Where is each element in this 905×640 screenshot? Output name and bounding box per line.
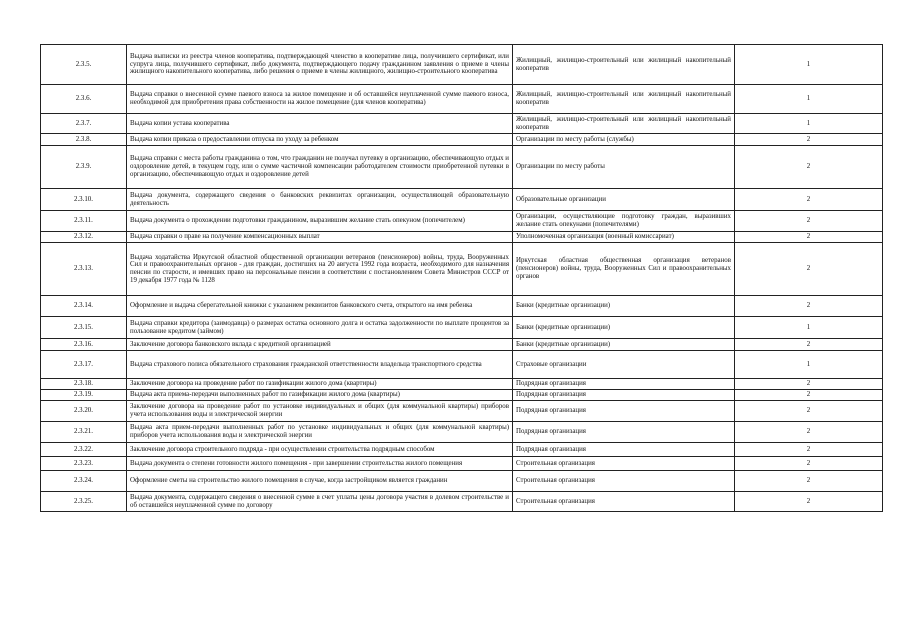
issuing-organization: Банки (кредитные организации)	[513, 317, 735, 339]
services-table	[40, 44, 883, 512]
category-value: 1	[735, 85, 883, 114]
table-row	[41, 471, 883, 492]
row-number: 2.3.16.	[41, 339, 127, 351]
issuing-organization: Организации, осуществляющие подготовку граждан, выразивших желание стать опекунами (попечителями)	[513, 211, 735, 232]
table-row	[41, 401, 883, 422]
table-row	[41, 422, 883, 443]
row-number: 2.3.23.	[41, 457, 127, 471]
service-description: Оформление сметы на строительство жилого помещения в случае, когда застройщиком является гражданин	[127, 471, 513, 492]
table-row	[41, 492, 883, 512]
issuing-organization: Банки (кредитные организации)	[513, 339, 735, 351]
document-page	[40, 44, 882, 512]
service-description: Выдача ходатайства Иркутской областной общественной организации ветеранов (пенсионеров) войны, труда, Вооруженных Сил и правоохранительных органов - для граждан, достигших на 20 августа 1992 года возраста, необходимого для назначения пенсии по старости, и имевших право на персональные пенсии в соответствии с постановлением Совета Министров СССР от 19 декабря 1977 года № 1128	[127, 243, 513, 296]
service-description: Выдача справки кредитора (заимодавца) о размерах остатка основного долга и остатка задолженности по выплате процентов за пользование кредитом (займом)	[127, 317, 513, 339]
issuing-organization: Жилищный, жилищно-строительный или жилищный накопительный кооператив	[513, 114, 735, 134]
issuing-organization: Жилищный, жилищно-строительный или жилищный накопительный кооператив	[513, 45, 735, 85]
category-value: 1	[735, 351, 883, 379]
service-description: Заключение договора на проведение работ по газификации жилого дома (квартиры)	[127, 379, 513, 390]
service-description: Выдача справки о внесенной сумме паевого взноса за жилое помещение и об оставшейся неуплаченной сумме паевого взноса, необходимой для приобретения права собственности на жилое помещение (для членов кооператива)	[127, 85, 513, 114]
service-description: Выдача акта приема-передачи выполненных работ по газификации жилого дома (квартиры)	[127, 390, 513, 401]
table-row	[41, 232, 883, 243]
row-number: 2.3.20.	[41, 401, 127, 422]
table-row	[41, 114, 883, 134]
row-number: 2.3.21.	[41, 422, 127, 443]
row-number: 2.3.8.	[41, 134, 127, 146]
table-row	[41, 317, 883, 339]
issuing-organization: Строительная организация	[513, 457, 735, 471]
category-value: 2	[735, 379, 883, 390]
service-description: Выдача справки о праве на получение компенсационных выплат	[127, 232, 513, 243]
service-description: Выдача выписки из реестра членов кооператива, подтверждающей членство в кооперативе лица, получившего сертификат, или супруга лица, получившего сертификат, либо документа, подтверждающего подачу гражданином заявления о приеме в члены жилищного накопительного кооператива, либо решения о приеме в члены жилищного, жилищно-строительного кооператива	[127, 45, 513, 85]
category-value: 2	[735, 146, 883, 189]
issuing-organization: Банки (кредитные организации)	[513, 296, 735, 317]
category-value: 2	[735, 492, 883, 512]
service-description: Выдача документа, содержащего сведения о внесенной сумме в счет уплаты цены договора участия в долевом строительстве и об оставшейся неуплаченной сумме по договору	[127, 492, 513, 512]
table-row	[41, 351, 883, 379]
category-value: 2	[735, 134, 883, 146]
issuing-organization: Жилищный, жилищно-строительный или жилищный накопительный кооператив	[513, 85, 735, 114]
row-number: 2.3.9.	[41, 146, 127, 189]
row-number: 2.3.7.	[41, 114, 127, 134]
row-number: 2.3.17.	[41, 351, 127, 379]
category-value: 1	[735, 114, 883, 134]
service-description: Выдача документа, содержащего сведения о банковских реквизитах организации, осуществляющей образовательную деятельность	[127, 189, 513, 211]
table-row	[41, 189, 883, 211]
service-description: Выдача справки с места работы гражданина о том, что гражданин не получал путевку в организацию, обеспечивающую отдых и оздоровление детей, в текущем году, или о сумме частичной компенсации работодателем стоимости приобретенной путевки в организацию, обеспечивающую отдых и оздоровление детей	[127, 146, 513, 189]
row-number: 2.3.12.	[41, 232, 127, 243]
issuing-organization: Образовательные организации	[513, 189, 735, 211]
row-number: 2.3.13.	[41, 243, 127, 296]
service-description: Выдача копии устава кооператива	[127, 114, 513, 134]
table-row	[41, 443, 883, 457]
row-number: 2.3.19.	[41, 390, 127, 401]
category-value: 2	[735, 443, 883, 457]
row-number: 2.3.10.	[41, 189, 127, 211]
row-number: 2.3.22.	[41, 443, 127, 457]
category-value: 2	[735, 243, 883, 296]
table-row	[41, 45, 883, 85]
row-number: 2.3.25.	[41, 492, 127, 512]
issuing-organization: Организации по месту работы (службы)	[513, 134, 735, 146]
service-description: Выдача страхового полиса обязательного страхования гражданской ответственности владельца транспортного средства	[127, 351, 513, 379]
row-number: 2.3.14.	[41, 296, 127, 317]
table-row	[41, 339, 883, 351]
service-description: Оформление и выдача сберегательной книжки с указанием реквизитов банковского счета, открытого на имя ребенка	[127, 296, 513, 317]
service-description: Выдача акта прием-передачи выполненных работ по установке индивидуальных и общих (для коммунальной квартиры) приборов учета использования воды и электрической энергии	[127, 422, 513, 443]
category-value: 1	[735, 45, 883, 85]
issuing-organization: Уполномоченная организация (военный комиссариат)	[513, 232, 735, 243]
category-value: 2	[735, 189, 883, 211]
category-value: 2	[735, 211, 883, 232]
category-value: 2	[735, 422, 883, 443]
table-row	[41, 390, 883, 401]
service-description: Заключение договора на проведение работ по установке индивидуальных и общих (для коммунальной квартиры) приборов учета использования воды и электрической энергии	[127, 401, 513, 422]
row-number: 2.3.15.	[41, 317, 127, 339]
issuing-organization: Строительная организация	[513, 492, 735, 512]
service-description: Заключение договора строительного подряда - при осуществлении строительства подрядным способом	[127, 443, 513, 457]
table-row	[41, 296, 883, 317]
category-value: 1	[735, 317, 883, 339]
table-row	[41, 85, 883, 114]
service-description: Выдача документа о прохождении подготовки гражданином, выразившим желание стать опекуном (попечителем)	[127, 211, 513, 232]
issuing-organization: Строительная организация	[513, 471, 735, 492]
services-table-body	[41, 45, 883, 512]
category-value: 2	[735, 232, 883, 243]
category-value: 2	[735, 457, 883, 471]
row-number: 2.3.24.	[41, 471, 127, 492]
category-value: 2	[735, 296, 883, 317]
table-row	[41, 379, 883, 390]
category-value: 2	[735, 471, 883, 492]
issuing-organization: Организации по месту работы	[513, 146, 735, 189]
service-description: Заключение договора банковского вклада с кредитной организацией	[127, 339, 513, 351]
table-row	[41, 211, 883, 232]
issuing-organization: Подрядная организация	[513, 390, 735, 401]
issuing-organization: Иркутская областная общественная организация ветеранов (пенсионеров) войны, труда, Вооруженных Сил и правоохранительных органов	[513, 243, 735, 296]
category-value: 2	[735, 401, 883, 422]
issuing-organization: Подрядная организация	[513, 422, 735, 443]
table-row	[41, 134, 883, 146]
issuing-organization: Подрядная организация	[513, 379, 735, 390]
issuing-organization: Подрядная организация	[513, 443, 735, 457]
service-description: Выдача документа о степени готовности жилого помещения - при завершении строительства жилого помещения	[127, 457, 513, 471]
category-value: 2	[735, 390, 883, 401]
issuing-organization: Подрядная организация	[513, 401, 735, 422]
row-number: 2.3.6.	[41, 85, 127, 114]
service-description: Выдача копии приказа о предоставлении отпуска по уходу за ребенком	[127, 134, 513, 146]
category-value: 2	[735, 339, 883, 351]
issuing-organization: Страховые организации	[513, 351, 735, 379]
row-number: 2.3.5.	[41, 45, 127, 85]
table-row	[41, 243, 883, 296]
row-number: 2.3.11.	[41, 211, 127, 232]
table-row	[41, 457, 883, 471]
row-number: 2.3.18.	[41, 379, 127, 390]
table-row	[41, 146, 883, 189]
